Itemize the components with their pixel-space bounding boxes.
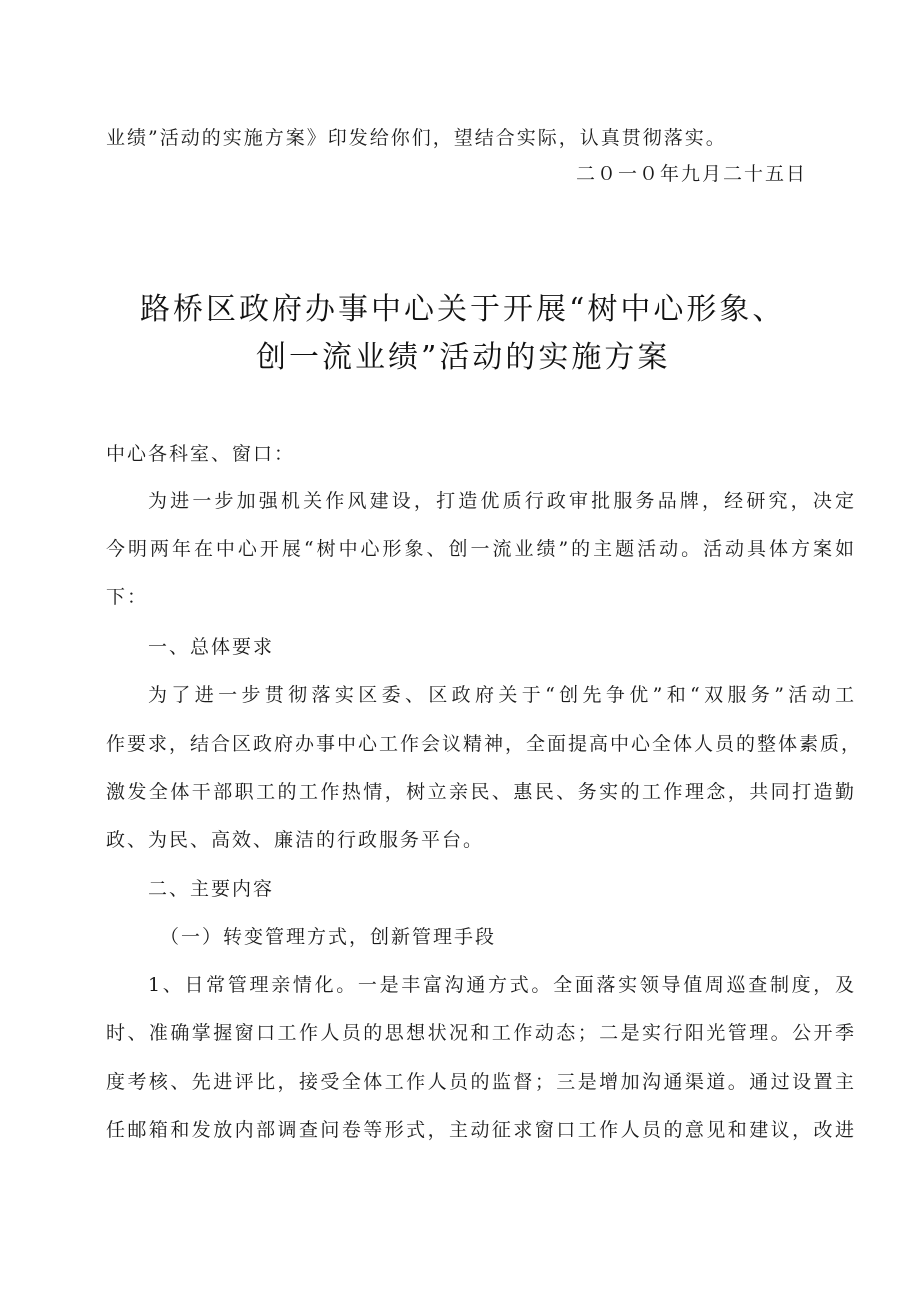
document-date: 二０一０年九月二十五日: [576, 163, 808, 185]
paragraph-3-line-1: 1、日常管理亲情化。一是丰富沟通方式。全面落实领导值周巡查制度，及: [148, 974, 856, 996]
document-title-line-1: 路桥区政府办事中心关于开展“树中心形象、: [140, 292, 786, 327]
paragraph-1-line-2: 今明两年在中心开展“树中心形象、创一流业绩”的主题活动。活动具体方案如: [106, 538, 856, 560]
paragraph-3-line-4: 任邮箱和发放内部调查问卷等形式，主动征求窗口工作人员的意见和建议，改进: [106, 1119, 856, 1141]
paragraph-3-line-2: 时、准确掌握窗口工作人员的思想状况和工作动态；二是实行阳光管理。公开季: [106, 1022, 856, 1044]
paragraph-1-line-3: 下：: [106, 586, 149, 608]
document-title-line-2: 创一流业绩”活动的实施方案: [256, 340, 671, 375]
paragraph-3-line-3: 度考核、先进评比，接受全体工作人员的监督；三是增加沟通渠道。通过设置主: [106, 1071, 856, 1093]
paragraph-2-line-3: 激发全体干部职工的工作热情，树立亲民、惠民、务实的工作理念，共同打造勤: [106, 781, 856, 803]
paragraph-2-line-1: 为了进一步贯彻落实区委、区政府关于“创先争优”和“双服务”活动工: [148, 684, 856, 706]
paragraph-2-line-2: 作要求，结合区政府办事中心工作会议精神，全面提高中心全体人员的整体素质，: [106, 733, 863, 755]
section-1-heading: 一、总体要求: [148, 636, 275, 658]
paragraph-2-line-4: 政、为民、高效、廉洁的行政服务平台。: [106, 829, 485, 851]
subsection-1-heading: （一）转变管理方式，创新管理手段: [160, 926, 497, 948]
salutation: 中心各科室、窗口：: [106, 443, 296, 465]
section-2-heading: 二、主要内容: [148, 878, 275, 900]
paragraph-1-line-1: 为进一步加强机关作风建设，打造优质行政审批服务品牌，经研究，决定: [148, 490, 856, 512]
intro-line: 业绩”活动的实施方案》印发给你们，望结合实际，认真贯彻落实。: [106, 127, 727, 149]
